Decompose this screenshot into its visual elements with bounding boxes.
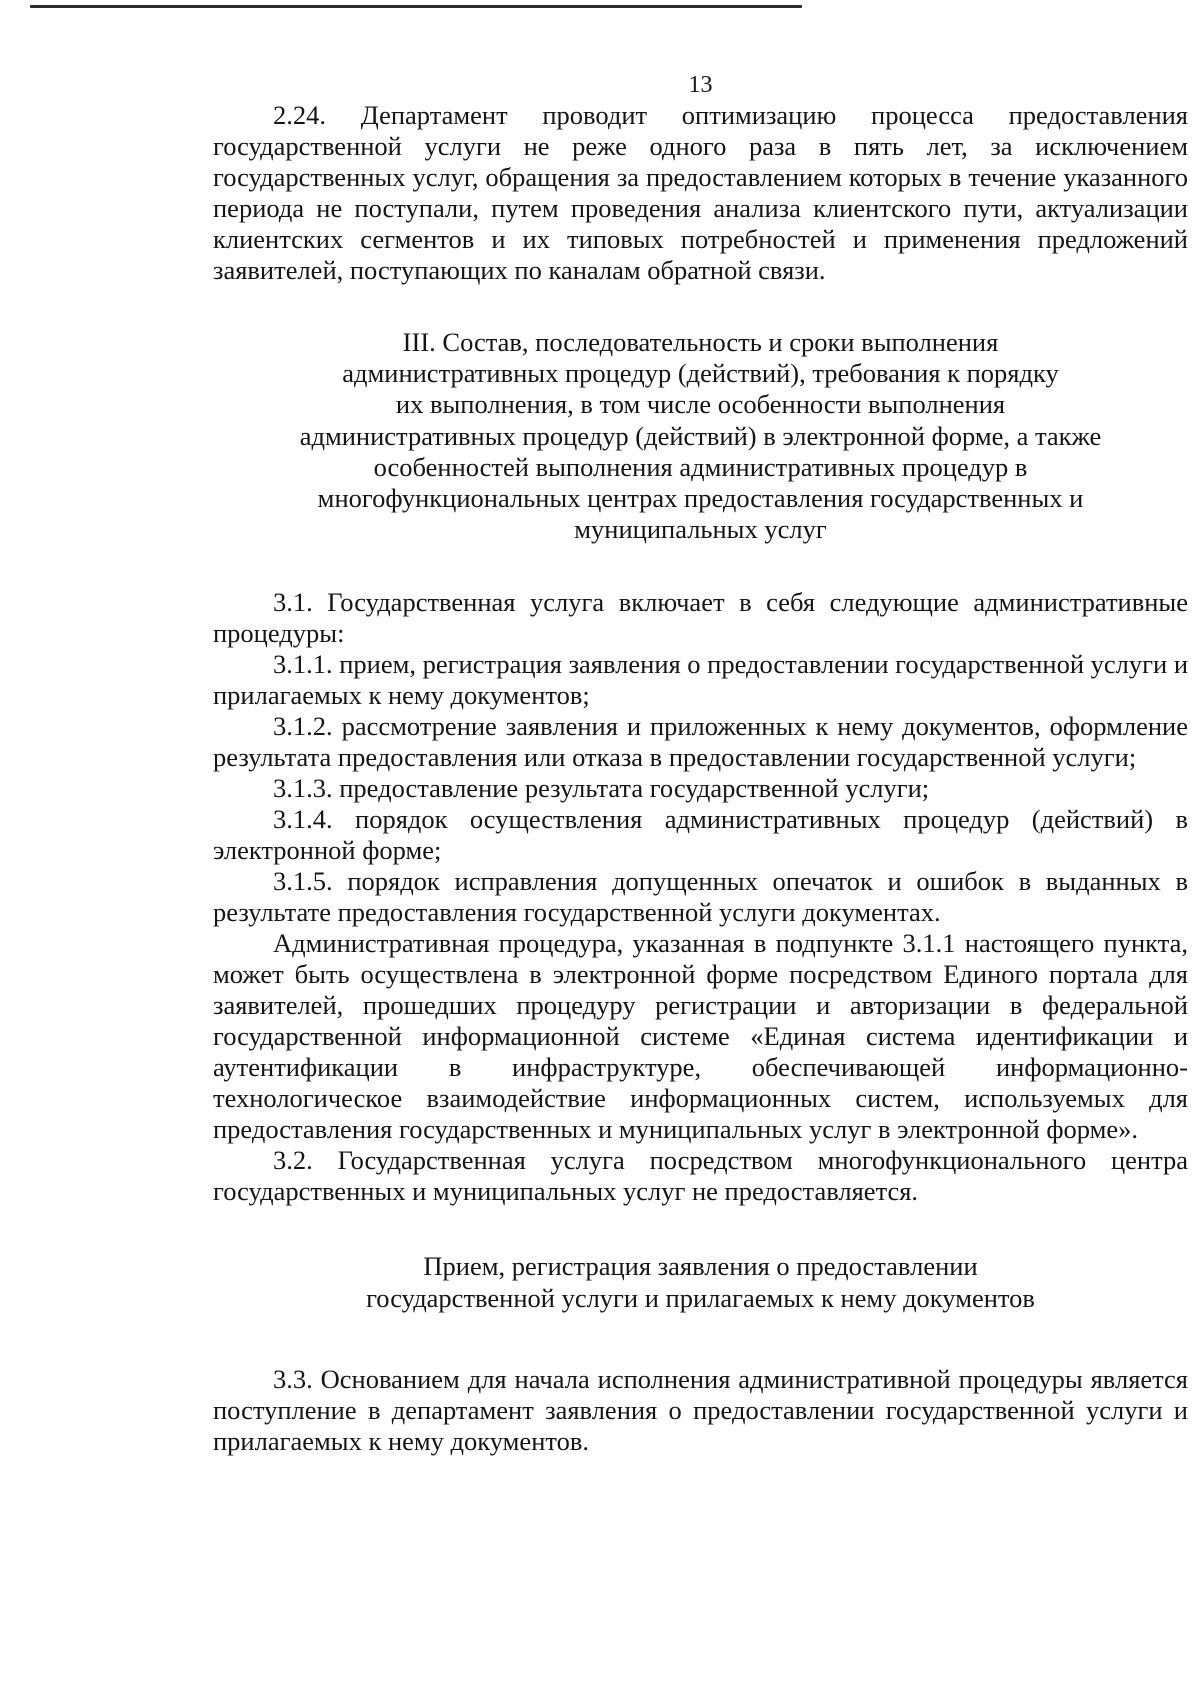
document-page [213, 70, 1188, 1457]
page-number: 13 [688, 72, 713, 98]
paragraph-3-1-4: 3.1.4. порядок осуществления административных процедур (действий) в электронной форме; [213, 804, 1188, 866]
section-3-heading-line: многофункциональных центрах предоставления государственных и [317, 483, 1084, 514]
subheading-line: государственной услуги и прилагаемых к нему документов [366, 1282, 1035, 1313]
paragraph-3-1-3: 3.1.3. предоставление результата государственной услуги; [273, 773, 930, 804]
paragraph-2-24: 2.24. Департамент проводит оптимизацию процесса предоставления государственной услуги не реже одного раза в пять лет, за исключением государственных услуг, обращения за предоставлением которых в течение указанного периода не поступали, путем проведения анализа клиентского пути, актуализации клиентских сегментов и их типовых потребностей и применения предложений заявителей, поступающих по каналам обратной связи. [213, 100, 1188, 285]
section-3-heading-line: административных процедур (действий), требования к порядку [342, 358, 1059, 389]
paragraph-3-1-5: 3.1.5. порядок исправления допущенных опечаток и ошибок в выданных в результате предоставления государственной услуги документах. [213, 866, 1188, 928]
paragraph-3-2: 3.2. Государственная услуга посредством многофункционального центра государственных и муниципальных услуг не предоставляется. [213, 1145, 1188, 1207]
section-3-heading-line: муниципальных услуг [574, 514, 827, 545]
section-3-heading-line: административных процедур (действий) в электронной форме, а также [299, 420, 1102, 451]
top-scan-rule [30, 5, 802, 8]
paragraph-3-1-1: 3.1.1. прием, регистрация заявления о предоставлении государственной услуги и прилагаемых к нему документов; [213, 649, 1189, 711]
section-3-heading [213, 327, 1188, 545]
section-3-heading-line: особенностей выполнения административных процедур в [373, 451, 1028, 482]
subheading-line: Прием, регистрация заявления о предоставлении [423, 1251, 978, 1282]
section-3-heading-line: их выполнения, в том числе особенности выполнения [395, 389, 1006, 420]
paragraph-3-3: 3.3. Основанием для начала исполнения административной процедуры является поступление в департамент заявления о предоставлении государственной услуги и прилагаемых к нему документов. [213, 1363, 1188, 1456]
paragraph-administrative-procedure: Административная процедура, указанная в подпункте 3.1.1 настоящего пункта, может быть осуществлена в электронной форме посредством Единого портала для заявителей, прошедших процедуру регистрации и авторизации в федеральной государственной информационной системе «Единая система идентификации и аутентификации в инфраструктуре, обеспечивающей информационно-технологическое взаимодействие информационных систем, используемых для предоставления государственных и муниципальных услуг в электронной форме». [213, 928, 1188, 1145]
paragraph-3-1: 3.1. Государственная услуга включает в себя следующие административные процедуры: [213, 587, 1188, 649]
section-3-heading-line: III. Состав, последовательность и сроки выполнения [402, 327, 999, 357]
subheading-reception [213, 1251, 1188, 1313]
paragraph-3-1-2: 3.1.2. рассмотрение заявления и приложенных к нему документов, оформление результата предоставления или отказа в предоставлении государственной услуги; [213, 711, 1188, 773]
